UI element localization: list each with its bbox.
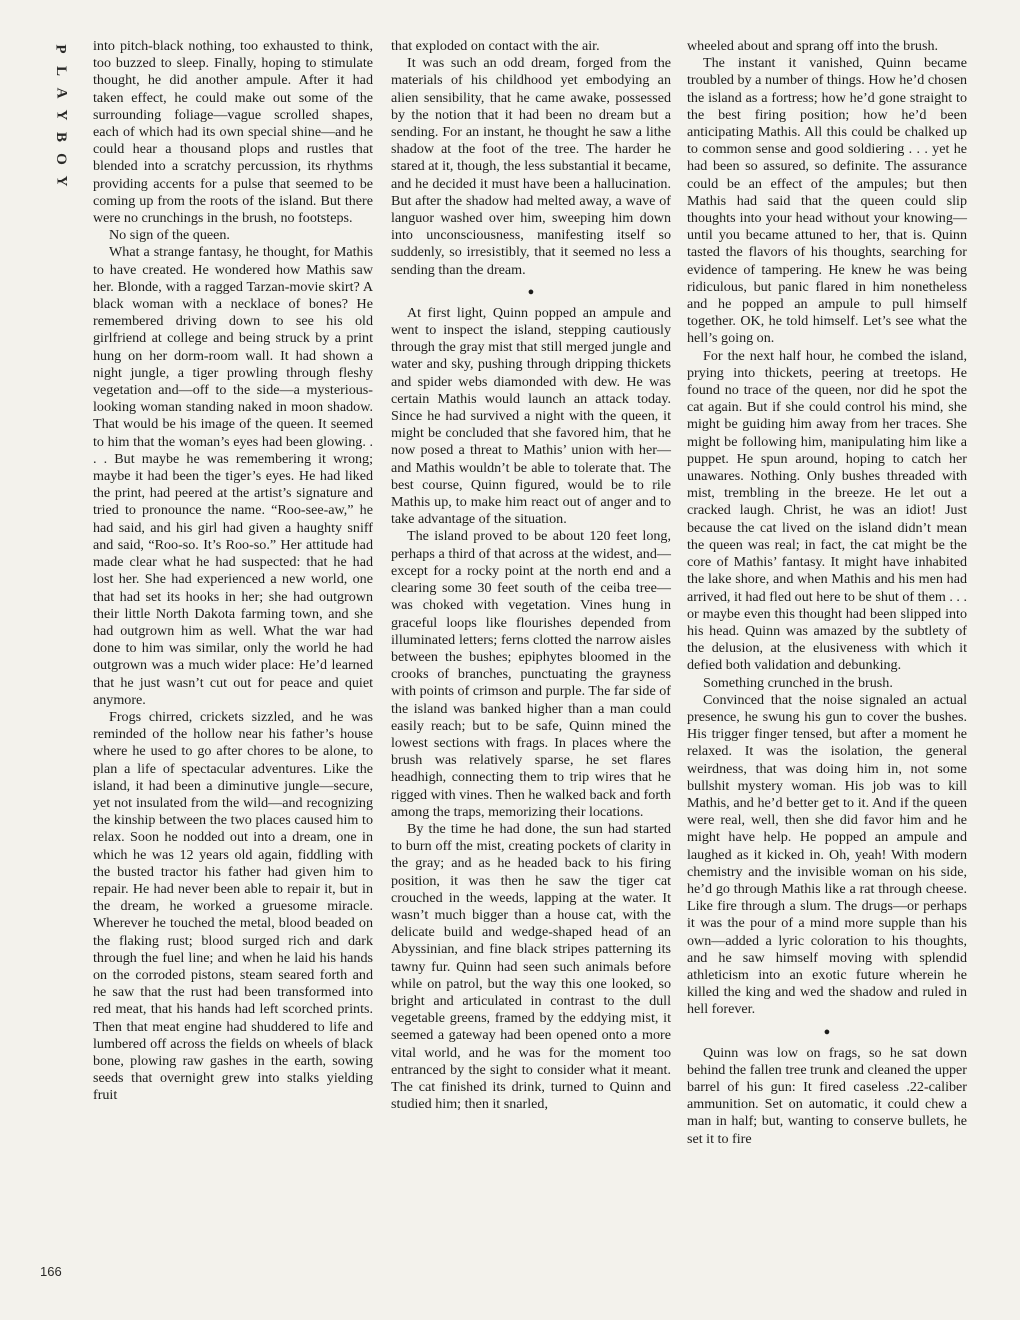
masthead-vertical xyxy=(50,38,72,192)
paragraph: Quinn was low on frags, so he sat down behind the fallen tree trunk and cleaned the upper barrel of his gun: It fired caseless .22-caliber ammunition. Set on automatic, it could chew a man in half; but, wanting to conserve bullets, he set it to fire xyxy=(687,1044,967,1147)
paragraph: The instant it vanished, Quinn became troubled by a number of things. How he’d chosen the island as a fortress; how he’d gone straight to the best firing position; how he’d been anticipating Mathis. All this could be chalked up to common sense and good soldiering . . . yet he had been so assured, so definite. The assurance could be an effect of the ampules; but then Mathis had said that the queen could slip thoughts into your head without your knowing—until you became attuned to her, that is. Quinn tasted the flavors of his thoughts, searching for evidence of tampering. He knew he was being ridiculous, but panic flared in him nonetheless and he popped an ampule to pull himself together. OK, he told himself. Let’s see what the hell’s going on. xyxy=(687,55,967,347)
masthead-letter: Y xyxy=(53,175,69,187)
masthead-letter: A xyxy=(53,87,69,99)
text-column-3 xyxy=(687,38,967,1148)
paragraph: wheeled about and sprang off into the brush. xyxy=(687,38,939,54)
paragraph: No sign of the queen. xyxy=(109,227,230,244)
paragraph: Something crunched in the brush. xyxy=(703,674,893,691)
paragraph: Convinced that the noise signaled an actual presence, he swung his gun to cover the bushes. His trigger finger tensed, but after a moment he relaxed. It was the isolation, the general weirdness, that was doing him in, not some bullshit mystery woman. His job was to kill Mathis, and he’d better get to it. And if the queen were real, well, then she did favor him and he might have help. He popped an ampule and laughed as it kicked in. Oh, yeah! With modern chemistry and the invisible woman on his side, he’d go through Mathis like a rat through cheese. Like fire through a slum. The drugs—or perhaps it was the pour of a mind more supple than his own—added a lyric coloration to his thoughts, and he saw himself moving with splendid athleticism into an exotic future wherein he killed the king and wed the shadow and ruled in hell forever. xyxy=(687,691,967,1018)
paragraph: into pitch-black nothing, too exhausted to think, too buzzed to sleep. Finally, hoping to stimulate thought, he did another ampule. After it had taken effect, he could make out some of the surrounding foliage—vague scrolled shapes, each of which had its own special shine—and he could hear a thousand plops and rustles that blended into a scratchy percussion, its rhythms providing accents for a pulse that seemed to be coming up from the roots of the island. But there were no crunchings in the brush, no footsteps. xyxy=(93,38,373,227)
paragraph: At first light, Quinn popped an ampule and went to inspect the island, stepping cautiously through the gray mist that still merged jungle and water and sky, pushing through dripping thickets and spider webs diamonded with dew. He was certain Mathis would launch an attack today. Since he had survived a night with the queen, it might be concluded that she favored him, that he now posed a threat to Mathis’ union with her—and Mathis wouldn’t be able to tolerate that. The best course, Quinn figured, would be to rile Mathis up, to make him react out of anger and to take advantage of the situation. xyxy=(391,304,671,528)
paragraph: It was such an odd dream, forged from the materials of his childhood yet embodying an alien sensibility, that he came awake, possessed by the notion that it had been no dream but a sending. For an instant, he thought he saw a lithe shadow at the foot of the tree. The harder he stared at it, though, the less substantial it became, and he decided it must have been a hallucination. But after the shadow had melted away, a wave of languor washed over him, sweeping him down into unconsciousness, manifesting itself so suddenly, so irresistibly, that it seemed no less a sending than the dream. xyxy=(391,55,671,278)
paragraph: The island proved to be about 120 feet long, perhaps a third of that across at the widest, and—except for a rocky point at the north end and a clearing some 30 feet south of the ceiba tree—was choked with vegetation. Vines hung in graceful loops like flourishes depended from illuminated letters; ferns clotted the narrow aisles between the bushes; epiphytes bloomed in the crooks of branches, punctuating the grayness with points of crimson and purple. The far side of the island was banked higher than a man could easily reach; but to be safe, Quinn mined the lowest sections with frags. In places where the brush was relatively sparse, he set flares headhigh, connecting them to trip wires that he rigged with vines. Then he walked back and forth among the traps, memorizing their locations. xyxy=(391,528,671,820)
page-number: 166 xyxy=(40,1264,62,1279)
masthead-letter: L xyxy=(52,65,69,77)
masthead-letter: B xyxy=(52,131,69,143)
text-column-2 xyxy=(391,38,671,1113)
text-column-1 xyxy=(93,38,373,1105)
section-separator: ● xyxy=(527,285,535,298)
masthead-letter: O xyxy=(52,153,69,165)
paragraph: What a strange fantasy, he thought, for Mathis to have created. He wondered how Mathis saw her. Blonde, with a ragged Tarzan-movie skirt? A black woman with a necklace of bones? He remembered driving down to see his old girlfriend at college and being struck by a print hung on her dorm-room wall. It had shown a night jungle, a tiger prowling through fleshy vegetation and—off to the side—a mysterious-looking woman standing naked in moon shadow. That would be his image of the queen. It seemed to him that the woman’s eyes had been glowing. . . . But maybe he was remembering it wrong; maybe it had been the tiger’s eyes. He had liked the print, had peered at the artist’s signature and tried to pronounce the name. “Roo-see-aw,” he had said, and his girl had given a haughty sniff and said, “Roo-so. It’s Roo-so.” Her attitude had made clear what he had suspected: that he had lost her. She had experienced a new world, one that had set its hooks in her; she had outgrown their little North Dakota farming town, and she had outgrown him as well. What the war had done to him was similar, only the world he had outgrown was a much wider place: He’d learned that he just wasn’t cut out for peace and quiet anymore. xyxy=(93,244,373,708)
masthead-letter: Y xyxy=(53,109,69,121)
paragraph: Frogs chirred, crickets sizzled, and he was reminded of the hollow near his father’s house where he used to go after chores to be alone, to plan a life of spectacular adventures. Like the island, it had been a diminutive jungle—secure, yet not insulated from the wild—and recognizing the kinship between the two places caused him to relax. Soon he nodded out into a dream, one in which he was 12 years old again, fiddling with the busted tractor his father had given him to repair. He had never been able to repair it, but in the dream, he worked a gruesome miracle. Wherever he touched the metal, blood beaded on the flaking rust; blood surged rich and dark through the fuel line; and when he laid his hands on the corroded pistons, steam seared forth and he saw that the rust had been transformed into red meat, that his hands had left scorched prints. Then that meat engine had shuddered to life and lumbered off across the fields on wheels of black bone, plowing raw gashes in the earth, sowing seeds that overnight grew into stalks yielding fruit xyxy=(93,708,373,1104)
paragraph: that exploded on contact with the air. xyxy=(391,38,600,54)
section-separator: ● xyxy=(823,1025,831,1038)
masthead-letter: P xyxy=(52,44,69,54)
paragraph: By the time he had done, the sun had started to burn off the mist, creating pockets of clarity in the gray; and as he headed back to his firing position, it was then he saw the tiger cat crouched in the weeds, lapping at the water. It wasn’t much bigger than a house cat, with the delicate build and wedge-shaped head of an Abyssinian, and fine black stripes patterning its tawny fur. Quinn had seen such animals before while on patrol, but the way this one looked, so bright and articulated in contrast to the dull vegetable greens, framed by the eddying mist, it seemed a gateway had been opened onto a more vital world, and he was for the moment too entranced by the sight to consider what it meant. The cat finished its drink, turned to Quinn and studied him; then it snarled, xyxy=(391,820,671,1113)
paragraph: For the next half hour, he combed the island, prying into thickets, peering at treetops. He found no trace of the queen, nor did he spot the cat again. But if she could control his mind, she might be guiding him away from her traces. She might be following him, manipulating him like a puppet. He spun around, hoping to catch her unawares. Nothing. Only bushes threaded with mist, trembling in the breeze. He let out a cracked laugh. Christ, he was an idiot! Just because the cat lived on the island didn’t mean the queen was real; in fact, the cat might be the core of Mathis’ fantasy. It might have inhabited the lake shore, and when Mathis and his men had arrived, it had fled out here to be shut of them . . . or maybe even this thought had been slipped into his head. Quinn was amazed by the subtlety of the delusion, at the elusiveness with which it defied both validation and debunking. xyxy=(687,347,967,674)
